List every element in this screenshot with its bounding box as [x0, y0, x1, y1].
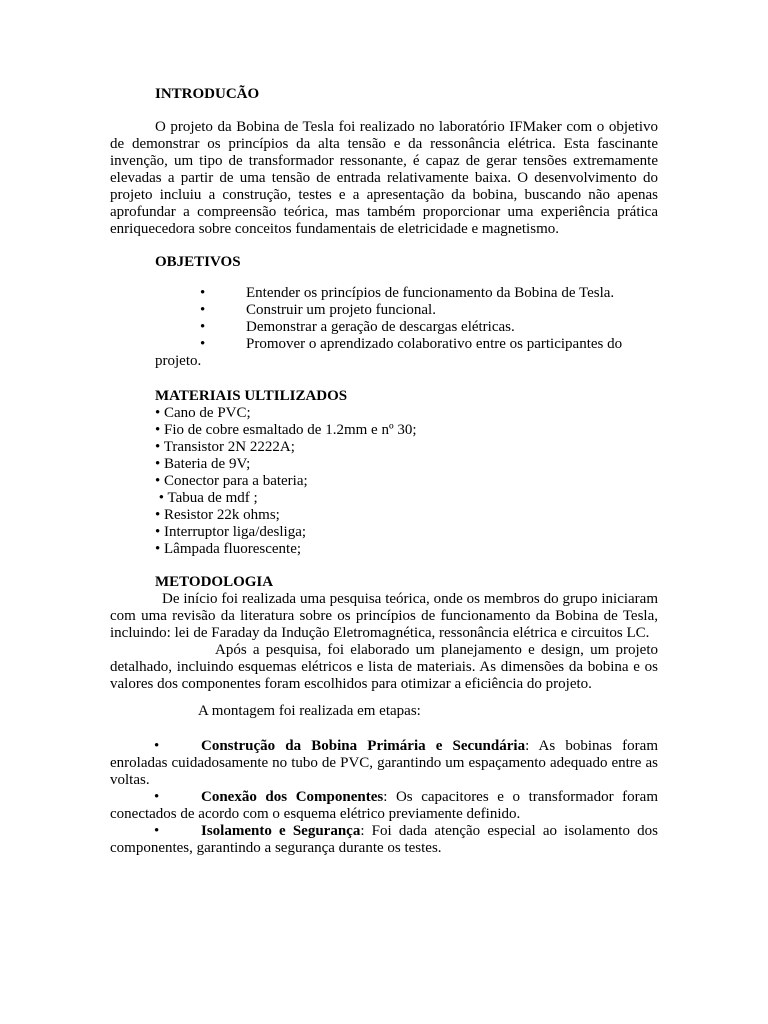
assembly-step — [110, 738, 658, 789]
intro-paragraph: O projeto da Bobina de Tesla foi realizado no laboratório IFMaker com o objetivo de demonstrar os princípios da alta tensão e da ressonância elétrica. Esta fascinante invenção, um tipo de transformador ressonante, é capaz de gerar tensões extremamente elevadas a partir de uma tensão de entrada relativamente baixa. O desenvolvimento do projeto incluiu a construção, testes e a apresentação da bobina, buscando não apenas aprofundar a compreensão teórica, mas também proporcionar uma experiência prática enriquecedora sobre conceitos fundamentais de eletricidade e magnetismo. — [110, 119, 658, 237]
document-page — [110, 86, 658, 857]
assembly-steps-list — [110, 738, 658, 857]
step-text: : As bobinas foram enroladas cuidadosamente no tubo de PVC, garantindo um espaçamento adequado entre as voltas. — [110, 738, 658, 788]
objective-item — [155, 302, 658, 319]
bullet-icon: • — [154, 789, 160, 805]
material-item: • Resistor 22k ohms; — [155, 507, 280, 523]
bullet-icon: • — [200, 285, 206, 301]
objective-item — [155, 336, 658, 353]
assembly-step — [110, 789, 658, 823]
objective-text: Demonstrar a geração de descargas elétricas. — [246, 319, 515, 335]
bullet-icon: • — [200, 336, 206, 352]
bullet-icon: • — [154, 738, 160, 754]
methodology-paragraph-1: De início foi realizada uma pesquisa teórica, onde os membros do grupo iniciaram com uma revisão da literatura sobre os princípios de funcionamento da Bobina de Tesla, incluindo: lei de Faraday da Indução Eletromagnética, ressonância elétrica e circuitos LC. — [110, 591, 658, 641]
assembly-intro: A montagem foi realizada em etapas: — [198, 703, 421, 719]
assembly-step — [110, 823, 658, 857]
objective-text: Entender os princípios de funcionamento da Bobina de Tesla. — [246, 285, 615, 301]
materials-list — [155, 405, 658, 558]
step-title: Construção da Bobina Primária e Secundária — [201, 738, 526, 754]
bullet-icon: • — [154, 823, 160, 839]
objectives-heading: OBJETIVOS — [155, 254, 241, 270]
materials-heading: MATERIAIS ULTILIZADOS — [155, 388, 348, 404]
material-item: • Fio de cobre esmaltado de 1.2mm e nº 30; — [155, 422, 417, 438]
material-item: • Lâmpada fluorescente; — [155, 541, 302, 557]
material-item: • Bateria de 9V; — [155, 456, 251, 472]
step-text: : Foi dada atenção especial ao isolamento dos componentes, garantindo a segurança durante os testes. — [110, 823, 658, 856]
material-item: • Transistor 2N 2222A; — [155, 439, 295, 455]
objective-continuation: projeto. — [155, 353, 202, 369]
objective-text: Promover o aprendizado colaborativo entre os participantes do — [246, 336, 623, 352]
objective-item — [155, 319, 658, 336]
material-item: • Interruptor liga/desliga; — [155, 524, 307, 540]
step-title: Conexão dos Componentes — [201, 789, 384, 805]
bullet-icon: • — [200, 319, 206, 335]
step-title: Isolamento e Segurança — [201, 823, 361, 839]
objective-text: Construir um projeto funcional. — [246, 302, 436, 318]
intro-heading: INTRODUCÃO — [155, 86, 260, 102]
methodology-paragraph-2: Após a pesquisa, foi elaborado um planejamento e design, um projeto detalhado, incluindo esquemas elétricos e lista de materiais. As dimensões da bobina e os valores dos componentes foram escolhidos para otimizar a eficiência do projeto. — [110, 642, 658, 692]
step-text: : Os capacitores e o transformador foram conectados de acordo com o esquema elétrico previamente definido. — [110, 789, 658, 822]
material-item: • Conector para a bateria; — [155, 473, 308, 489]
methodology-heading: METODOLOGIA — [155, 574, 274, 590]
bullet-icon: • — [200, 302, 206, 318]
material-item: • Cano de PVC; — [155, 405, 251, 421]
objectives-list — [155, 285, 658, 353]
material-item: • Tabua de mdf ; — [155, 490, 258, 506]
objective-item — [155, 285, 658, 302]
